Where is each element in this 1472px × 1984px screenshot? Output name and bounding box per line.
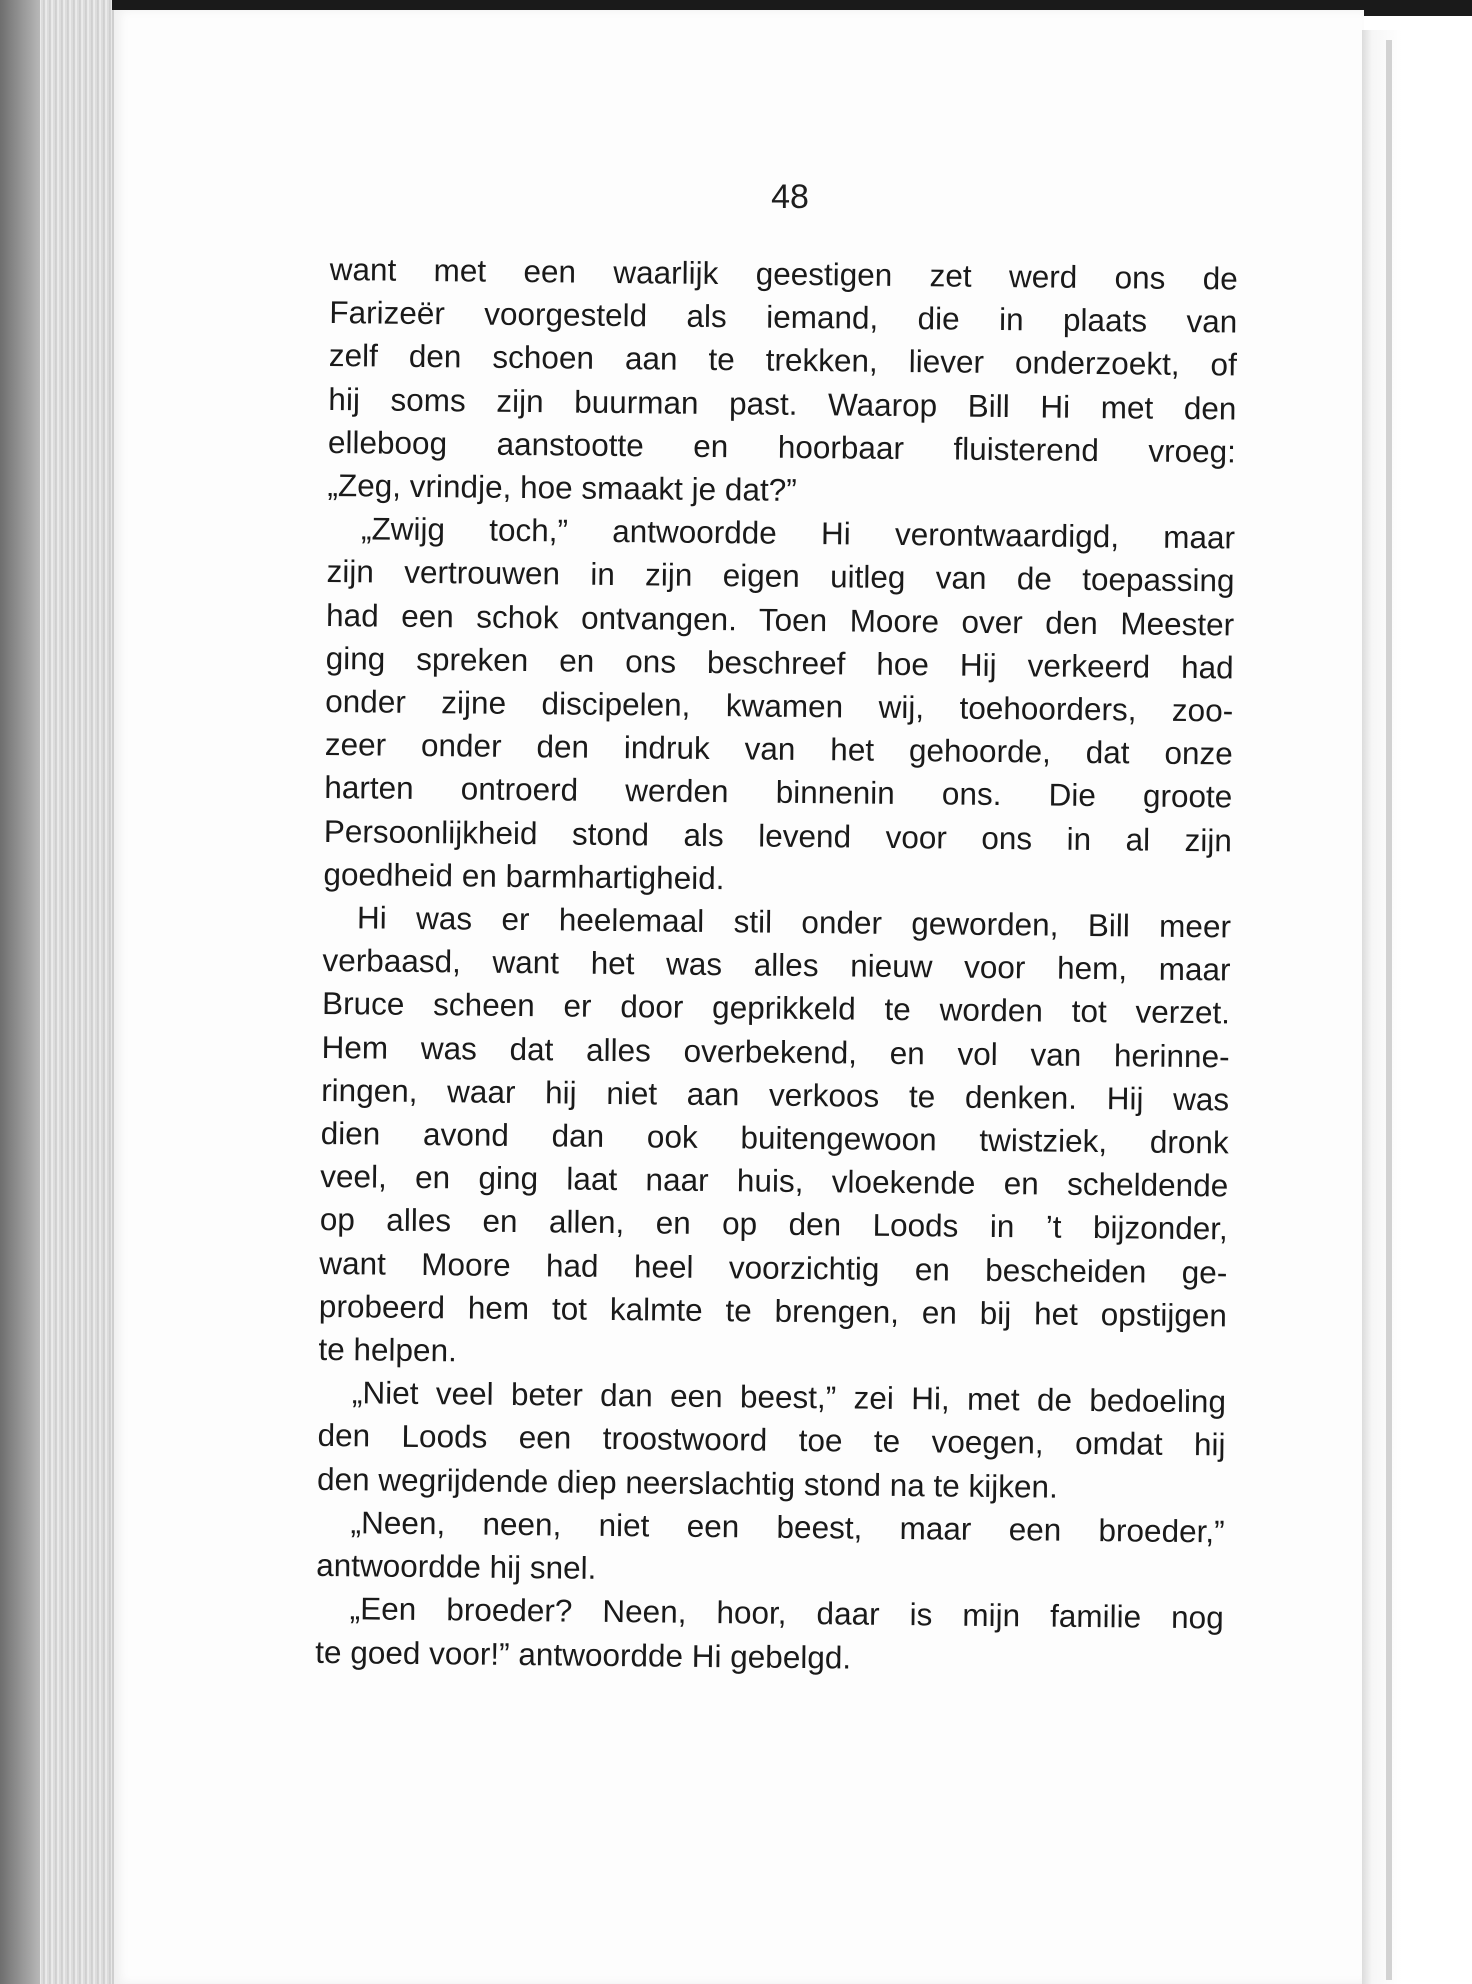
facing-page-edge [1362,30,1472,1984]
text-line: zelf den schoen aan te trekken, liever onderzoekt, of [328,337,1238,383]
text-line: Persoonlijkheid stond als levend voor ons in al zijn [323,812,1233,859]
paragraph-6 [315,1587,1224,1683]
text-line: op alles en allen, en op den Loods in ’t bijzonder, [319,1201,1228,1247]
text-line: „Zeg, vrindje, hoe smaakt je dat?” [327,467,797,508]
text-line: ging spreken en ons beschreef hoe Hij verkeerd had [325,639,1234,686]
text-line: want met een waarlijk geestigen zet werd ons de [329,250,1238,297]
text-line: den Loods een troostwoord toe te voegen, omdat hij [317,1417,1226,1463]
text-line: te goed voor!” antwoordde Hi gebelgd. [315,1633,852,1676]
text-line: had een schok ontvangen. Toen Moore over den Meester [325,596,1235,643]
text-line: probeerd hem tot kalmte te brengen, en bij het opstijgen [318,1287,1228,1334]
text-line: zijn vertrouwen in zijn eigen uitleg van de toepassing [326,553,1235,599]
text-line: onder zijne discipelen, kwamen wij, toehoorders, zoo- [325,683,1234,729]
text-line: elleboog aanstootte en hoorbaar fluisterend vroeg: [327,423,1237,470]
paragraph-3 [318,896,1231,1381]
text-line: Hem was dat alles overbekend, en vol van herinne- [321,1028,1230,1075]
text-line: zeer onder den indruk van het gehoorde, dat onze [324,726,1233,772]
text-line: Farizeër voorgesteld als iemand, die in plaats van [329,294,1238,340]
text-line: harten ontroerd werden binnenin ons. Die groote [324,769,1233,815]
paragraph-4 [317,1371,1226,1510]
facing-page-edge-line [1386,40,1392,1980]
paragraph-1 [327,248,1238,517]
book-spine-shadow [0,0,40,1984]
text-line: Hi was er heelemaal stil onder geworden, Bill meer [356,899,1232,945]
paragraph-5 [316,1501,1225,1597]
text-line: Bruce scheen er door geprikkeld te worden tot verzet. [321,985,1231,1031]
page-number: 48 [771,178,809,216]
text-line: „Niet veel beter dan een beest,” zei Hi, met de bedoeling [351,1374,1227,1420]
text-line: verbaasd, want het was alles nieuw voor hem, maar [322,942,1231,988]
text-line: antwoordde hij snel. [316,1547,597,1586]
text-line: veel, en ging laat naar huis, vloekende en scheldende [320,1158,1229,1204]
text-line: dien avond dan ook buitengewoon twistziek, dronk [320,1115,1229,1161]
text-line: goedheid en barmhartigheid. [323,855,725,897]
paragraph-2 [323,507,1235,905]
text-line: „Een broeder? Neen, hoor, daar is mijn familie nog [349,1590,1224,1636]
text-line: want Moore had heel voorzichtig en bescheiden ge- [319,1244,1228,1291]
text-line: hij soms zijn buurman past. Waarop Bill Hi met den [328,380,1237,427]
text-line: „Neen, neen, niet een beest, maar een broeder,” [350,1504,1225,1550]
text-line: „Zwijg toch,” antwoordde Hi verontwaardigd, maar [360,510,1236,556]
page-body-text [315,248,1238,1683]
text-line: ringen, waar hij niet aan verkoos te denken. Hij was [320,1071,1230,1118]
text-line: te helpen. [318,1331,458,1369]
text-line: den wegrijdende diep neerslachtig stond na te kijken. [316,1460,1059,1505]
